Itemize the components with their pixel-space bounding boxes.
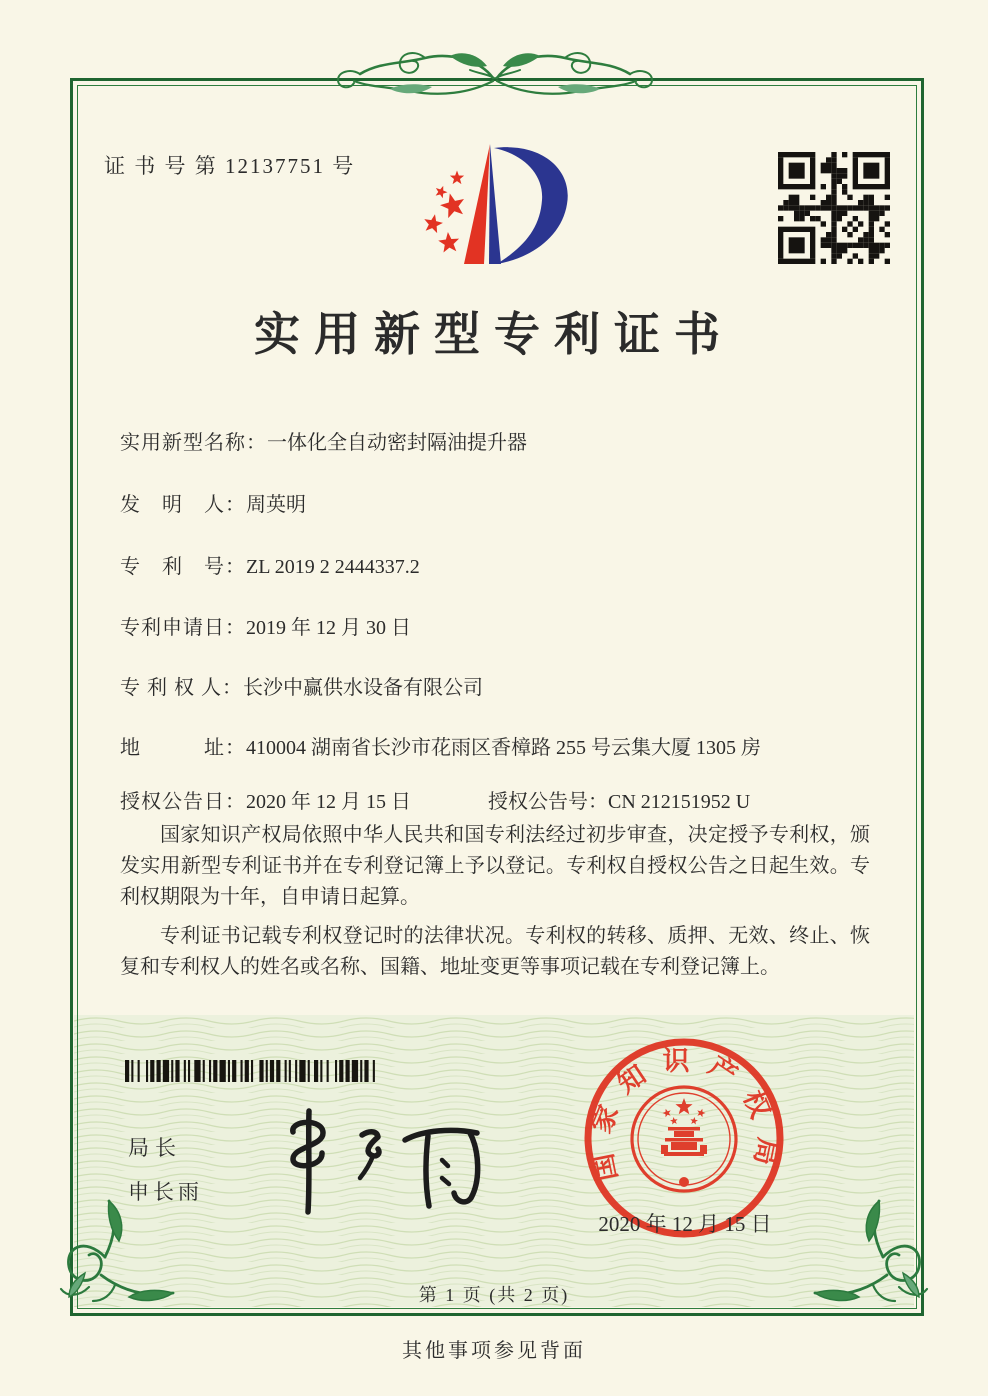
field-value: CN 212151952 U	[608, 791, 751, 813]
certificate-number: 证 书 号 第 12137751 号	[104, 154, 356, 178]
seal-text: 国家知识产权局	[584, 1045, 784, 1184]
field-label: 授权公告号：	[488, 791, 608, 813]
flourish-top-ornament	[330, 40, 660, 118]
field-value: ZL 2019 2 2444337.2	[246, 556, 420, 578]
director-name: 申长雨	[128, 1180, 203, 1204]
qr-code	[778, 152, 890, 264]
field-value: 2019 年 12 月 30 日	[246, 617, 411, 639]
page-number-footer: 第 1 页 (共 2 页)	[418, 1285, 570, 1305]
director-title-label: 局长	[128, 1136, 182, 1160]
field-row-address	[120, 731, 880, 760]
field-value: 一体化全自动密封隔油提升器	[267, 432, 527, 454]
field-label: 实用新型名称：	[120, 432, 267, 454]
field-row-patentee	[120, 671, 880, 700]
field-row-inventor	[120, 488, 880, 517]
field-row-grant-number	[488, 785, 750, 814]
field-label: 授权公告日：	[120, 791, 246, 813]
flourish-bottom-right-ornament	[808, 1195, 943, 1340]
national-emblem-icon	[632, 1087, 736, 1191]
director-signature	[265, 1108, 500, 1216]
field-label: 地 址：	[120, 737, 246, 759]
legal-text	[120, 820, 870, 991]
seal-date: 2020 年 12 月 15 日	[598, 1212, 772, 1236]
field-value: 2020 年 12 月 15 日	[246, 791, 411, 813]
flourish-bottom-left-ornament	[45, 1195, 180, 1340]
field-row-patent-number	[120, 550, 880, 579]
cnipa-logo-icon	[397, 140, 592, 292]
back-note: 其他事项参见背面	[402, 1340, 586, 1362]
field-label: 专 利 号：	[120, 556, 246, 578]
certificate-title: 实用新型专利证书	[254, 309, 734, 360]
field-label: 专 利 权 人：	[120, 677, 243, 699]
legal-paragraph-1: 国家知识产权局依照中华人民共和国专利法经过初步审查，决定授予专利权，颁发实用新型专利证书并在专利登记簿上予以登记。专利权自授权公告之日起生效。专利权期限为十年，自申请日起算。	[120, 824, 870, 908]
svg-text:国家知识产权局	[585, 1046, 784, 1183]
field-value: 长沙中赢供水设备有限公司	[243, 677, 483, 699]
barcode	[125, 1060, 377, 1082]
field-label: 专利申请日：	[120, 617, 246, 639]
field-row-filing-date	[120, 611, 880, 640]
field-label: 发 明 人：	[120, 494, 246, 516]
field-value: 周英明	[246, 494, 306, 516]
field-row-name	[120, 426, 880, 455]
legal-paragraph-2: 专利证书记载专利权登记时的法律状况。专利权的转移、质押、无效、终止、恢复和专利权人的姓名或名称、国籍、地址变更等事项记载在专利登记簿上。	[120, 925, 870, 978]
field-value: 410004 湖南省长沙市花雨区香樟路 255 号云集大厦 1305 房	[246, 737, 761, 759]
